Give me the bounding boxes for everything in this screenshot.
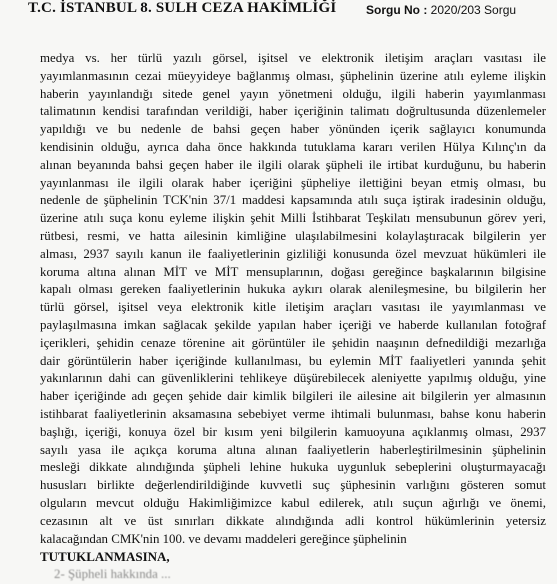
body-line: medya vs. her türlü yazılı görsel, işitsel ve elektronik iletişim araçları vasıtası ile [40,51,546,65]
case-number-label: Sorgu No : [366,3,428,17]
body-line: kapalı olması gereken faaliyetlerinin hukuka aykırı olarak alenileşmesine, bu bilgilerin her [40,282,546,297]
body-line: rütbesi, resmi, ve hatta ailesinin kimliğine ulaşılabilmesini kolaylaştıracak bilgilerin yer [40,228,546,243]
document-header [0,0,557,26]
body-line: başlığı, içeriği, konuya özel bir kısım yeni bilgilerin kamuoyuna açıklanmış olması, 2937 [40,424,546,439]
body-line: üzerine atılı suça konu eyleme ilişkin şehit Milli İstihbarat Teşkilatı mensubunun görev yeri, [40,211,546,226]
body-line: sayılı yasa ile açıkça koruma altına alınan faaliyetlerin haberleştirilmesinin şüphelinin [40,442,546,457]
body-line: yayımlanmasının cezai müeyyideye bağlanmış olması, şüphelinin üzerine atılı eyleme ilişkin [40,68,546,83]
body-line: yayınlanması ile ilgili olarak haber içeriğini şüpheliye ilettiğini beyan etmiş olması, bu [40,175,546,190]
body-line: içerikleri, şehidin cenaze törenine ait görüntüler ile şehidin naaşının defnedildiği mezarlığa [40,335,546,350]
body-line: yakınlarının dahi can güvenliklerini tehlikeye düşürebilecek aleniyette yapılmış olduğu, yine [40,371,546,386]
case-number [366,3,516,17]
body-line: haber içeriğinde adı geçen şehide dair kimlik bilgileri ile ailesine ait bilgilerin yer almasının [40,389,546,404]
body-line: istihbarat faaliyetlerinin aksamasına sebebiyet verme ihtimali bulunması, bahse konu haberin [40,406,546,421]
cutoff-line: 2- Şüpheli hakkında ... [54,567,171,582]
body-line: dair görüntülerin haber içeriğinde kullanılması, bu eylemin MİT faaliyetleri yanında şehit [40,353,546,368]
body-line: mesleği dikkate alındığında şüpheli lehine hukuka uygunluk sebeplerini oluşturmayacağı [40,460,546,475]
body-line: talimatının kendisi tarafından verildiği, haber içeriğinin talimatı doğrultusunda düzenlemeler [40,104,546,119]
body-line: cezasının alt ve üst sınırları dikkate alındığında adli kontrol hükümlerinin yetersiz [40,513,546,528]
body-line: hususları birlikte değerlendirildiğinde kuvvetli suç şüphesinin varlığını gösteren somut [40,478,546,493]
case-number-value: 2020/203 Sorgu [430,3,517,17]
body-line: türlü görsel, işitsel veya elektronik kitle iletişim araçları vasıtası ile yayımlanması ve [40,300,546,315]
verdict-text: TUTUKLANMASINA, [40,549,170,565]
body-line: olguların mevcut olduğu Hakimliğimizce kabul edilerek, atılı suçun ağırlığı ve önemi, [40,495,546,510]
body-line: koruma altına alınan MİT ve MİT mensuplarının, doğası gereğince başkalarının bilgisine [40,264,546,279]
body-line: nedenle de şüphelinin TCK'nin 37/1 maddesi kapsamında atılı suça iştirak iradesinin olduğu, [40,193,546,208]
body-line: kendisinin olduğu, ayrıca daha önce hakkında tutuklama kararı verilen Hülya Kılınç'ın da [40,139,546,154]
body-line: alması, 2937 sayılı kanun ile faaliyetlerinin gizliliği konusunda özel mevzuat hükümleri ile [40,246,546,261]
body-line: yapıldığı ve bu nedenle de bahsi geçen haber yönünden içerik sağlayıcı konumunda [40,122,546,137]
body-line: alınan beyanında bahsi geçen haber ile ilgili olarak şüpheli ile irtibat kurduğunu, bu haberin [40,157,546,172]
body-line: paylaşılmasına imkan sağlacak şekilde yapılan haber içeriği ve haberde kullanılan fotoğraf [40,317,546,332]
body-line: haberin yayınlandığı sitede genel yayın yönetmeni olduğu, ilgili haberin yayımlanması [40,86,546,101]
decision-body [40,50,546,584]
body-line: kalacağından CMK'nin 100. ve devamı maddeleri gereğince şüphelinin [40,531,407,546]
court-title: T.C. İSTANBUL 8. SULH CEZA HAKİMLİĞİ [28,0,337,16]
